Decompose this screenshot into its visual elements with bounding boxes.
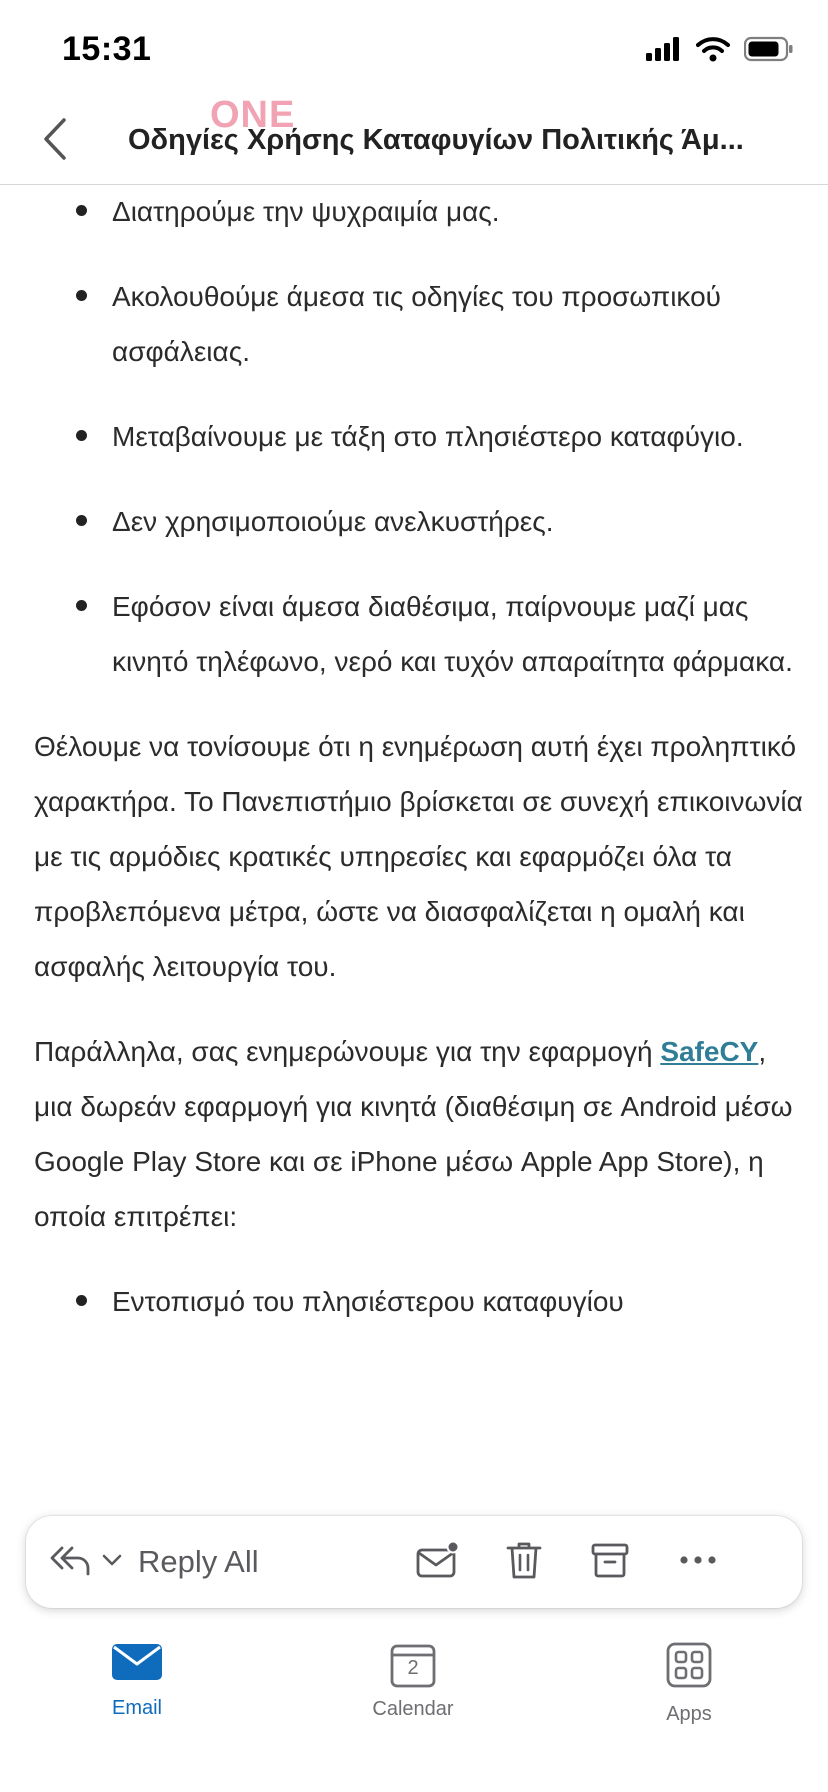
- status-time: 15:31: [62, 30, 152, 68]
- tab-apps[interactable]: [609, 1642, 769, 1726]
- bullet-dot: [76, 515, 87, 526]
- chevron-down-icon[interactable]: [102, 1553, 122, 1572]
- trash-icon: [504, 1539, 544, 1586]
- bullet-dot: [76, 1295, 87, 1306]
- delete-button[interactable]: [500, 1538, 548, 1586]
- bullet-dot: [76, 205, 87, 216]
- bullet-dot: [76, 290, 87, 301]
- reply-all-button[interactable]: [48, 1516, 259, 1608]
- reply-all-icon: [48, 1544, 92, 1581]
- apps-grid-icon: [666, 1642, 712, 1693]
- chevron-left-icon: [42, 117, 68, 166]
- email-body: [34, 184, 804, 1520]
- bullet-list: [34, 184, 804, 689]
- list-item: Διατηρούμε την ψυχραιμία μας.: [34, 184, 804, 239]
- tab-label: Calendar: [372, 1698, 454, 1720]
- wifi-icon: [696, 36, 730, 67]
- archive-button[interactable]: [586, 1538, 634, 1586]
- watermark-logo: ONE: [210, 94, 296, 136]
- tab-email[interactable]: [57, 1642, 217, 1720]
- bottom-tab-bar: [0, 1616, 828, 1792]
- safecy-link[interactable]: SafeCY: [660, 1036, 759, 1067]
- list-item: Δεν χρησιμοποιούμε ανελκυστήρες.: [34, 494, 804, 549]
- bullet-dot: [76, 430, 87, 441]
- calendar-day-badge: 2: [407, 1657, 419, 1679]
- list-item: Εφόσον είναι άμεσα διαθέσιμα, παίρνουμε μαζί μας κινητό τηλέφωνο, νερό και τυχόν απαραίτητα φάρμακα.: [34, 579, 804, 689]
- tab-label: Apps: [666, 1703, 712, 1725]
- message-action-bar: [26, 1516, 802, 1608]
- cellular-signal-icon: [646, 37, 682, 66]
- tab-calendar[interactable]: [333, 1642, 493, 1721]
- envelope-unread-icon: [415, 1540, 461, 1585]
- mark-unread-button[interactable]: [414, 1538, 462, 1586]
- calendar-icon: [390, 1642, 436, 1688]
- battery-icon: [744, 36, 794, 67]
- bullet-list: [34, 1274, 804, 1329]
- list-item: Εντοπισμό του πλησιέστερου καταφυγίου: [34, 1274, 804, 1329]
- nav-bar: [0, 96, 828, 185]
- list-item: Μεταβαίνουμε με τάξη στο πλησιέστερο καταφύγιο.: [34, 409, 804, 464]
- paragraph: Θέλουμε να τονίσουμε ότι η ενημέρωση αυτή έχει προληπτικό χαρακτήρα. Το Πανεπιστήμιο βρίσκεται σε συνεχή επικοινωνία με τις αρμόδιες κρατικές υπηρεσίες και εφαρμόζει όλα τα προβλεπόμενα μέτρα, ώστε να διασφαλίζεται η ομαλή και ασφαλής λειτουργία του.: [34, 731, 803, 982]
- archive-icon: [590, 1540, 630, 1585]
- envelope-icon: [111, 1642, 163, 1687]
- status-bar: [0, 0, 828, 96]
- bullet-dot: [76, 600, 87, 611]
- more-horizontal-icon: [678, 1553, 718, 1571]
- email-subject-title: Οδηγίες Χρήσης Καταφυγίων Πολιτικής Άμ...: [128, 124, 744, 156]
- more-options-button[interactable]: [674, 1538, 722, 1586]
- paragraph: Παράλληλα, σας ενημερώνουμε για την εφαρμογή SafeCY, μια δωρεάν εφαρμογή για κινητά (διαθέσιμη σε Android μέσω Google Play Store και σε iPhone μέσω Apple App Store), η οποία επιτρέπει:: [34, 1036, 793, 1232]
- status-icons: [646, 36, 794, 67]
- list-item: Ακολουθούμε άμεσα τις οδηγίες του προσωπικού ασφάλειας.: [34, 269, 804, 379]
- back-button[interactable]: [30, 114, 80, 168]
- tab-label: Email: [111, 1697, 162, 1719]
- reply-all-label: Reply All: [138, 1544, 259, 1579]
